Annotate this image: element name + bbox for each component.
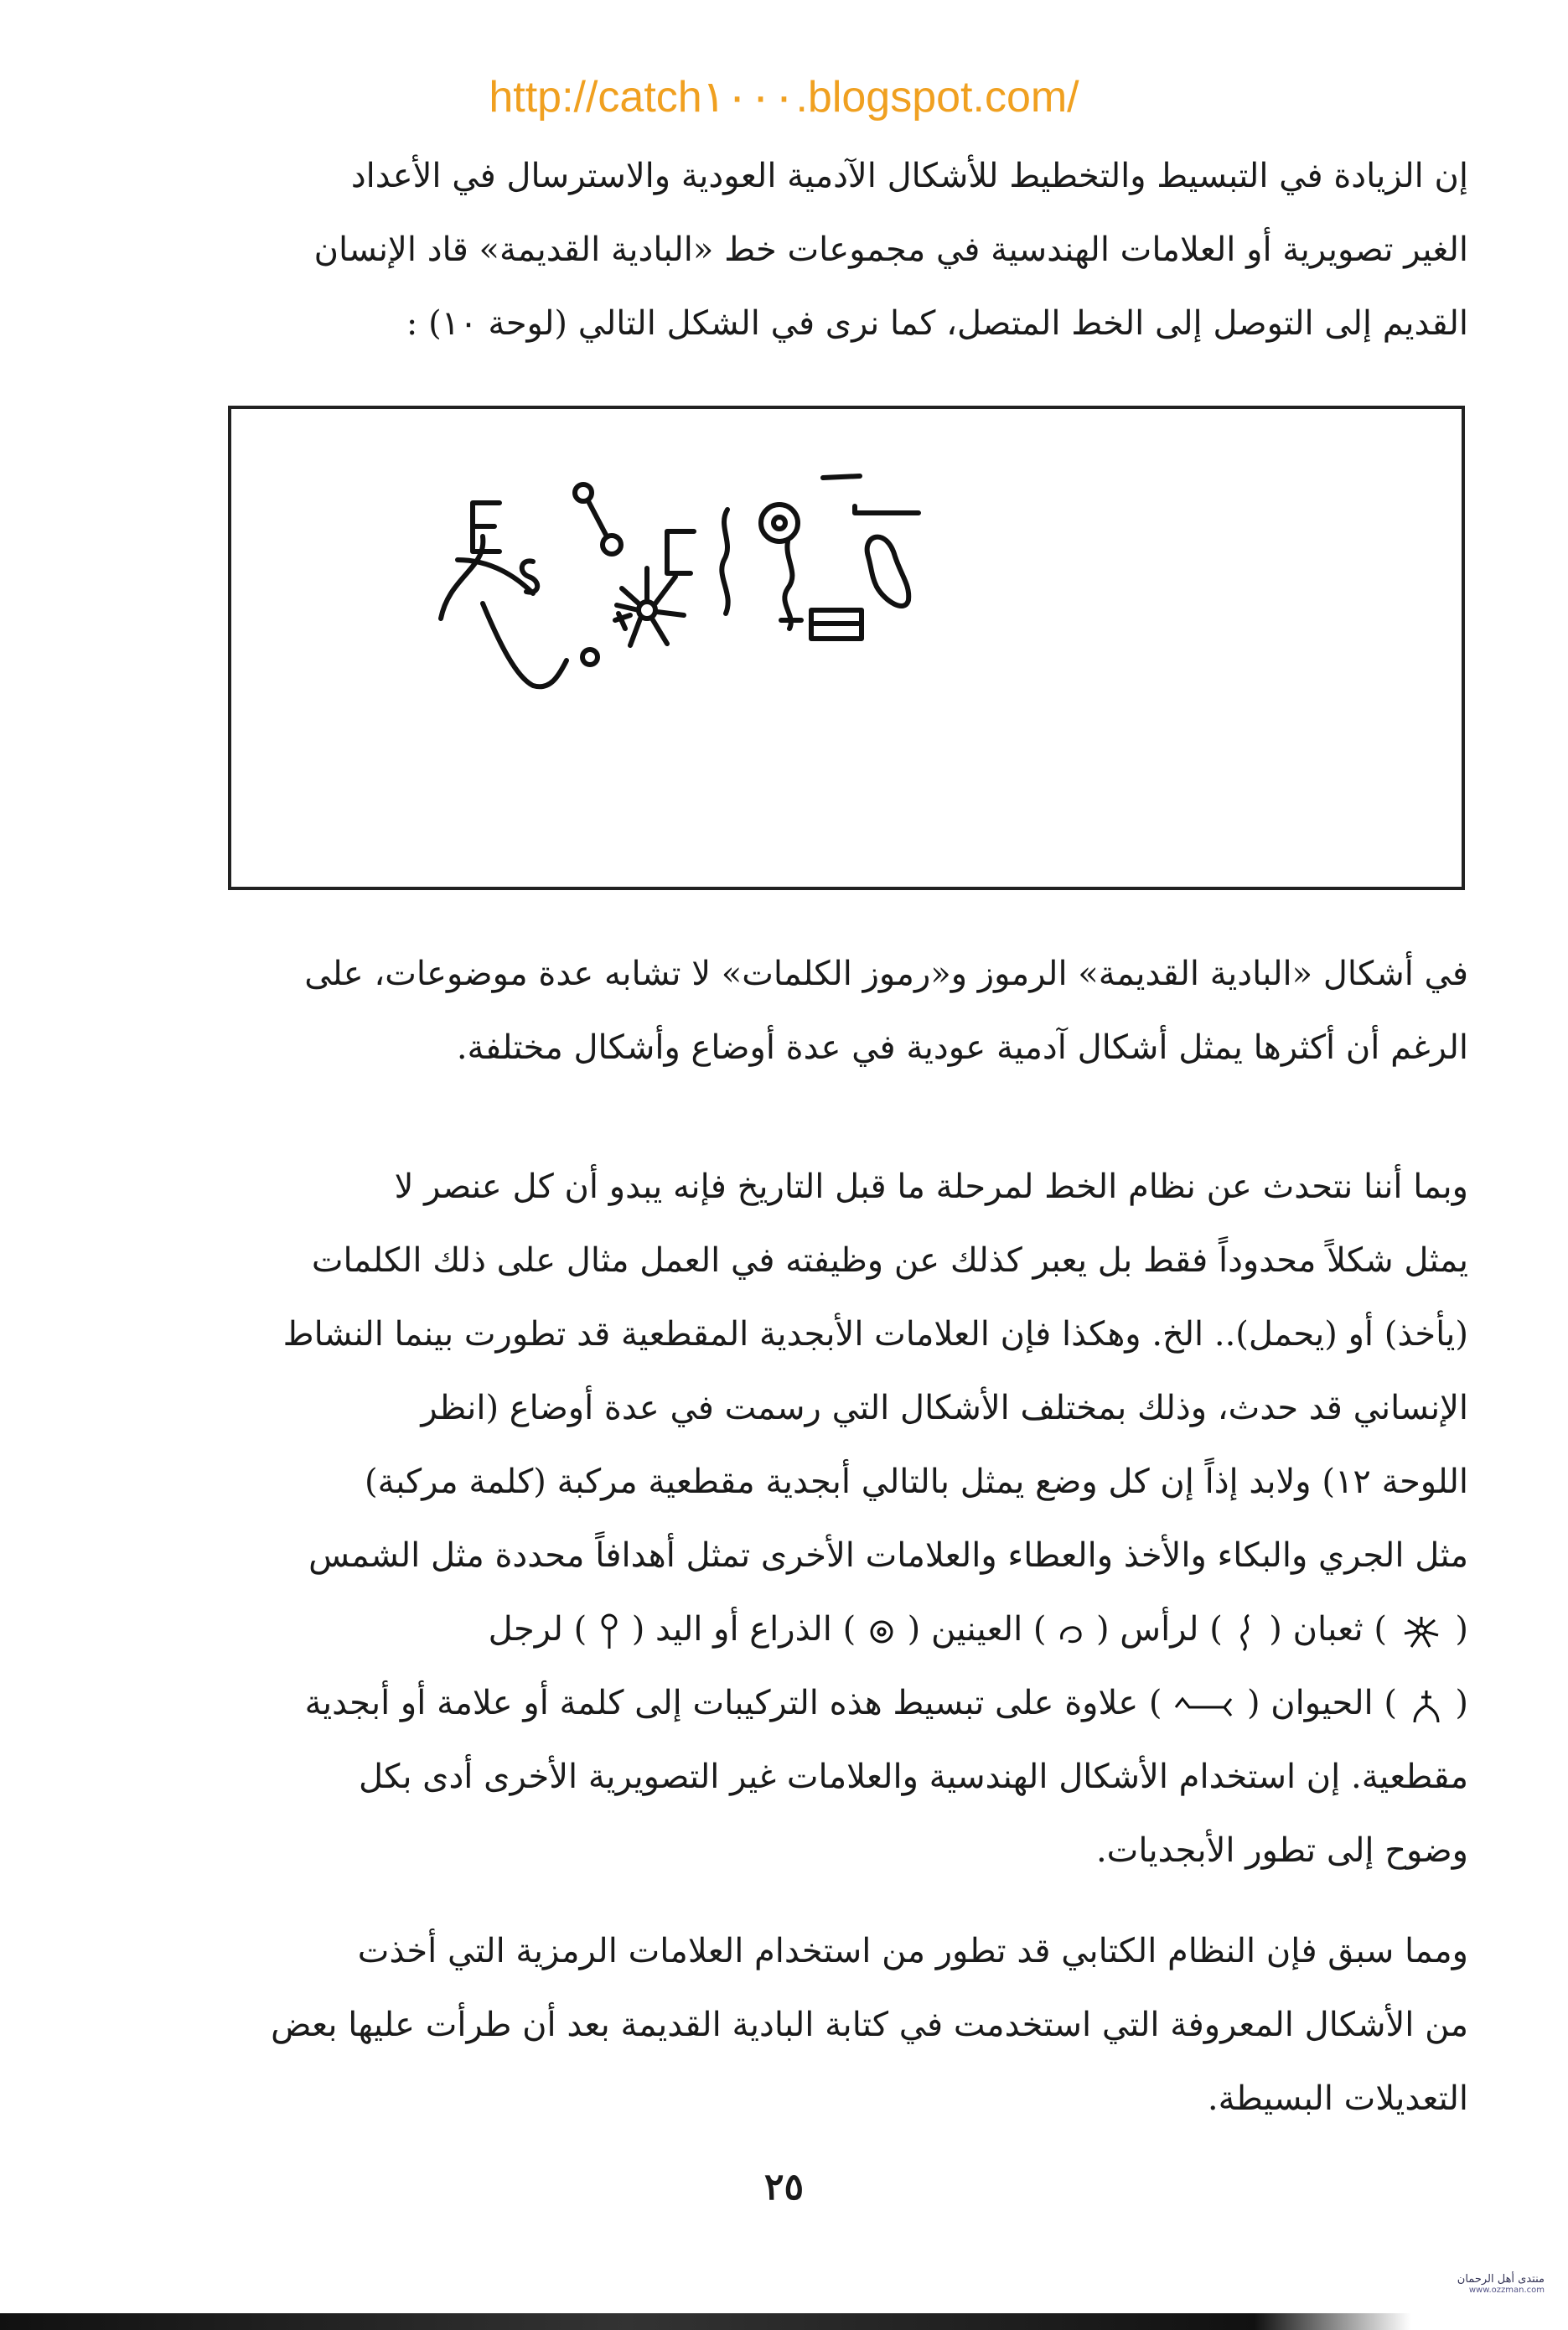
text-fragment: ) علاوة على تبسيط هذه التركيبات إلى كلمة أو علامة أو أبجدية [304, 1684, 1162, 1722]
page-number: ٢٥ [763, 2166, 805, 2208]
hook-stroke [441, 536, 483, 619]
text-line: الرغم أن أكثرها يمثل أشكال آدمية عودية في عدة أوضاع وأشكال مختلفة. [456, 1028, 1468, 1067]
text-fragment: ) لرجل [488, 1610, 587, 1649]
eye-outer-circle [761, 505, 798, 541]
arm-hand-glyph-icon [598, 1612, 621, 1652]
eyes-glyph-icon [867, 1617, 897, 1647]
text-line: الإنساني قد حدث، وذلك بمختلف الأشكال التي رسمت في عدة أوضاع (انظر [421, 1389, 1468, 1427]
scan-footer-bar [0, 2313, 1568, 2330]
small-circle [582, 650, 598, 665]
text-line: وبما أننا نتحدث عن نظام الخط لمرحلة ما قبل التاريخ فإنه يبدو أن كل عنصر لا [394, 1168, 1468, 1206]
animal-glyph-icon [1172, 1691, 1236, 1721]
text-line: القديم إلى التوصل إلى الخط المتصل، كما نرى في الشكل التالي (لوحة ١٠) : [406, 304, 1468, 343]
fourth-paragraph [220, 1914, 1468, 2136]
bracket-sign [667, 531, 694, 573]
sun-sign [615, 568, 684, 645]
head-glyph-icon [1057, 1618, 1085, 1646]
text-line: مثل الجري والبكاء والأخذ والعطاء والعلامات الأخرى تمثل أهدافاً محددة مثل الشمس [308, 1536, 1468, 1575]
e-sign [473, 503, 499, 551]
text-fragment: ) ثعبان ( [1269, 1610, 1387, 1649]
text-line: إن الزيادة في التبسيط والتخطيط للأشكال الآدمية العودية والاسترسال في الأعداد [350, 157, 1468, 195]
text-fragment: ( [1455, 1684, 1468, 1722]
text-line: يمثل شكلاً محدوداً فقط بل يعبر كذلك عن وظيفته في العمل مثال على ذلك الكلمات [311, 1241, 1468, 1280]
text-line: الغير تصويرية أو العلامات الهندسية في مجموعات خط «البادية القديمة» قاد الإنسان [313, 230, 1468, 269]
lollipop-top-circle [575, 484, 592, 501]
text-line-with-signs [220, 1666, 1468, 1740]
watermark-name: منتدى أهل الرحمان [1457, 2273, 1545, 2286]
eye-stem [784, 541, 792, 629]
second-paragraph [220, 937, 1468, 1085]
text-line: اللوحة ١٢) ولابد إذاً إن كل وضع يمثل بالتالي أبجدية مقطعية مركبة (كلمة مركبة) [365, 1463, 1468, 1501]
text-fragment: ) الذراع أو اليد ( [631, 1610, 856, 1649]
intro-paragraph [220, 139, 1468, 360]
lollipop-bottom-circle [603, 536, 621, 554]
plate-10-figure [228, 406, 1465, 890]
text-line: التعديلات البسيطة. [1207, 2079, 1468, 2118]
wavy-snake-1 [722, 510, 727, 614]
third-paragraph [220, 1150, 1468, 1887]
text-line: (يأخذ) أو (يحمل).. الخ. وهكذا فإن العلامات الأبجدية المقطعية قد تطورت بينما النشاط [282, 1315, 1468, 1354]
man-glyph-icon [1408, 1685, 1445, 1726]
text-line: في أشكال «البادية القديمة» الرموز و«رموز الكلمات» لا تشابه عدة موضوعات، على [304, 955, 1468, 993]
text-line: ومما سبق فإن النظام الكتابي قد تطور من استخدام العلامات الرمزية التي أخذت [357, 1932, 1468, 1970]
blog-url[interactable]: http://catch١٠٠٠.blogspot.com/ [489, 73, 1079, 122]
text-fragment: ( [1455, 1610, 1468, 1649]
text-line: مقطعية. إن استخدام الأشكال الهندسية والعلامات غير التصويرية الأخرى أدى بكل [358, 1758, 1468, 1796]
eye-inner-circle [774, 517, 785, 529]
text-line: من الأشكال المعروفة التي استخدمت في كتابة البادية القديمة بعد أن طرأت عليها بعض [271, 2006, 1468, 2044]
corner-line [855, 506, 919, 513]
text-line: وضوح إلى تطور الأبجديات. [1095, 1831, 1468, 1870]
loop-curve [483, 603, 567, 686]
text-line-with-signs [220, 1592, 1468, 1666]
oval-loop [867, 537, 909, 606]
snake-glyph-icon [1234, 1612, 1259, 1652]
sun-glyph-icon [1398, 1613, 1445, 1650]
forum-watermark-logo [1385, 2273, 1545, 2313]
text-fragment: ) الحيوان ( [1246, 1684, 1397, 1722]
plate-10-signs [231, 409, 1462, 887]
watermark-site: www.ozzman.com [1468, 2286, 1545, 2295]
text-fragment: ) لرأس ( [1095, 1610, 1223, 1649]
dash-top [823, 476, 860, 478]
text-fragment: ) العينين ( [907, 1610, 1047, 1649]
lollipop-stick [588, 501, 607, 536]
